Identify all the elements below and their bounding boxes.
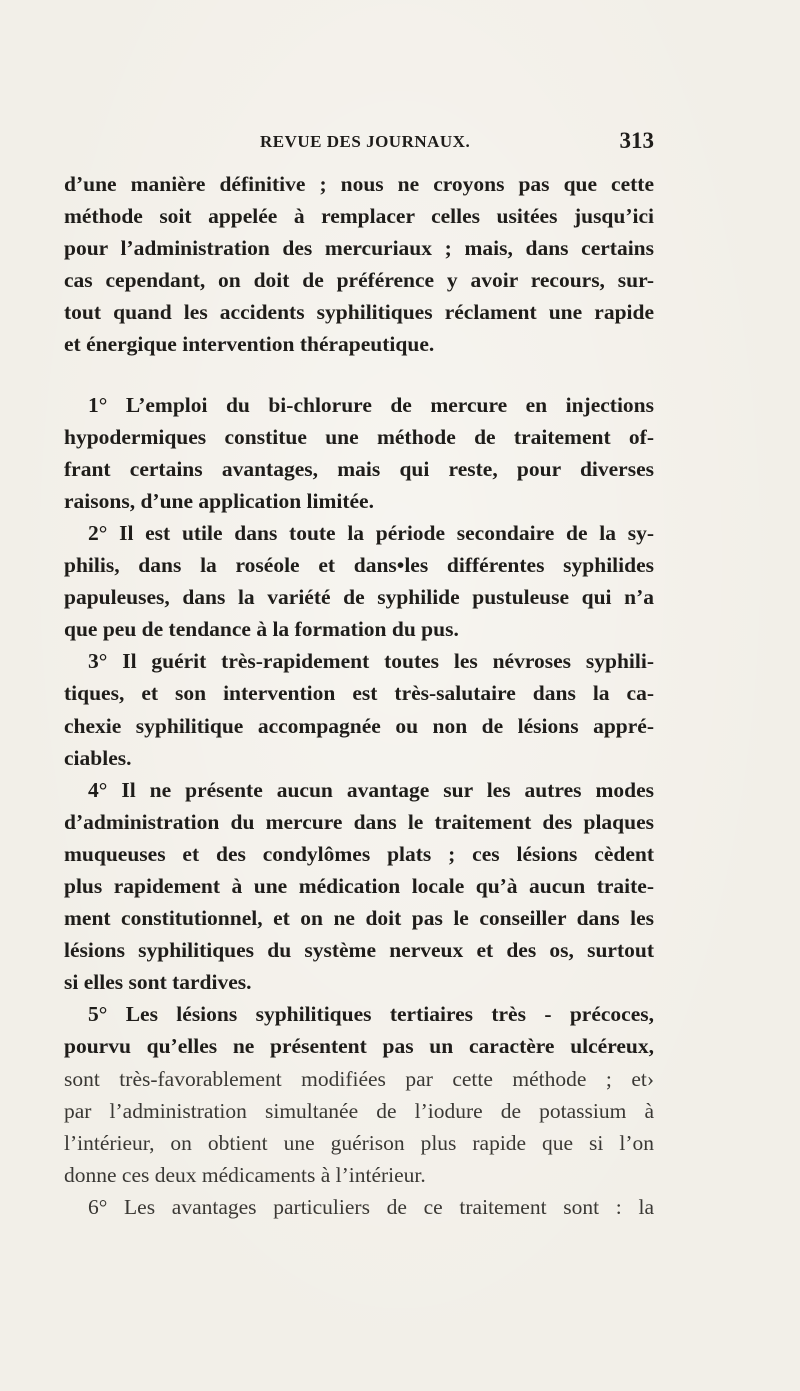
text-line: plus rapidement à une médication locale qu’à aucun traite- [64, 873, 654, 898]
paragraph-gap [64, 361, 654, 389]
text-line: et énergique intervention thérapeutique. [64, 332, 435, 357]
text-line: sont très-favorablement modifiées par cette méthode ; et› [64, 1066, 654, 1091]
text-line: ciables. [64, 745, 132, 770]
text-line: par l’administration simultanée de l’iodure de potassium à [64, 1098, 654, 1123]
text-line: frant certains avantages, mais qui reste, pour diverses [64, 456, 654, 481]
text-line: tout quand les accidents syphilitiques réclament une rapide [64, 300, 654, 325]
text-line: hypodermiques constitue une méthode de traitement of- [64, 424, 654, 449]
text-line: 3° Il guérit très-rapidement toutes les névroses syphili- [88, 649, 654, 674]
text-line: 2° Il est utile dans toute la période secondaire de la sy- [88, 520, 654, 545]
paragraph-point-5 [64, 998, 654, 1191]
text-line: tiques, et son intervention est très-salutaire dans la ca- [64, 681, 654, 706]
text-line: d’administration du mercure dans le traitement des plaques [64, 809, 654, 834]
text-line: l’intérieur, on obtient une guérison plus rapide que si l’on [64, 1130, 654, 1155]
paragraph-point-1 [64, 389, 654, 517]
text-line: 1° L’emploi du bi-chlorure de mercure en injections [88, 392, 654, 417]
text-line: papuleuses, dans la variété de syphilide pustuleuse qui n’a [64, 585, 654, 610]
paragraph-point-2 [64, 517, 654, 645]
text-line: si elles sont tardives. [64, 970, 252, 995]
paragraph-point-3 [64, 645, 654, 773]
text-line: 5° Les lésions syphilitiques tertiaires très - précoces, [88, 1002, 654, 1027]
text-line: 4° Il ne présente aucun avantage sur les autres modes [88, 777, 654, 802]
text-line: ment constitutionnel, et on ne doit pas le conseiller dans les [64, 906, 654, 931]
text-line: 6° Les avantages particuliers de ce traitement sont : la [88, 1194, 654, 1219]
text-line: muqueuses et des condylômes plats ; ces lésions cèdent [64, 841, 654, 866]
running-title: REVUE DES JOURNAUX. [260, 132, 471, 151]
text-line: pourvu qu’elles ne présentent pas un caractère ulcéreux, [64, 1034, 654, 1059]
text-line: que peu de tendance à la formation du pus. [64, 617, 459, 642]
paragraph-point-4 [64, 774, 654, 999]
text-line: philis, dans la roséole et dans•les différentes syphilides [64, 553, 654, 578]
body-text [64, 168, 654, 1223]
running-head [64, 128, 654, 162]
text-line: pour l’administration des mercuriaux ; mais, dans certains [64, 236, 654, 261]
paragraph-point-6 [64, 1191, 654, 1223]
text-line: donne ces deux médicaments à l’intérieur. [64, 1162, 426, 1187]
text-line: d’une manière définitive ; nous ne croyons pas que cette [64, 172, 654, 196]
text-line: lésions syphilitiques du système nerveux et des os, surtout [64, 938, 654, 963]
text-line: raisons, d’une application limitée. [64, 488, 374, 513]
page-number: 313 [619, 128, 654, 153]
text-line: cas cependant, on doit de préférence y avoir recours, sur- [64, 268, 654, 293]
text-line: chexie syphilitique accompagnée ou non de lésions appré- [64, 713, 654, 738]
paragraph-continuation [64, 168, 654, 361]
text-line: méthode soit appelée à remplacer celles usitées jusqu’ici [64, 204, 654, 229]
